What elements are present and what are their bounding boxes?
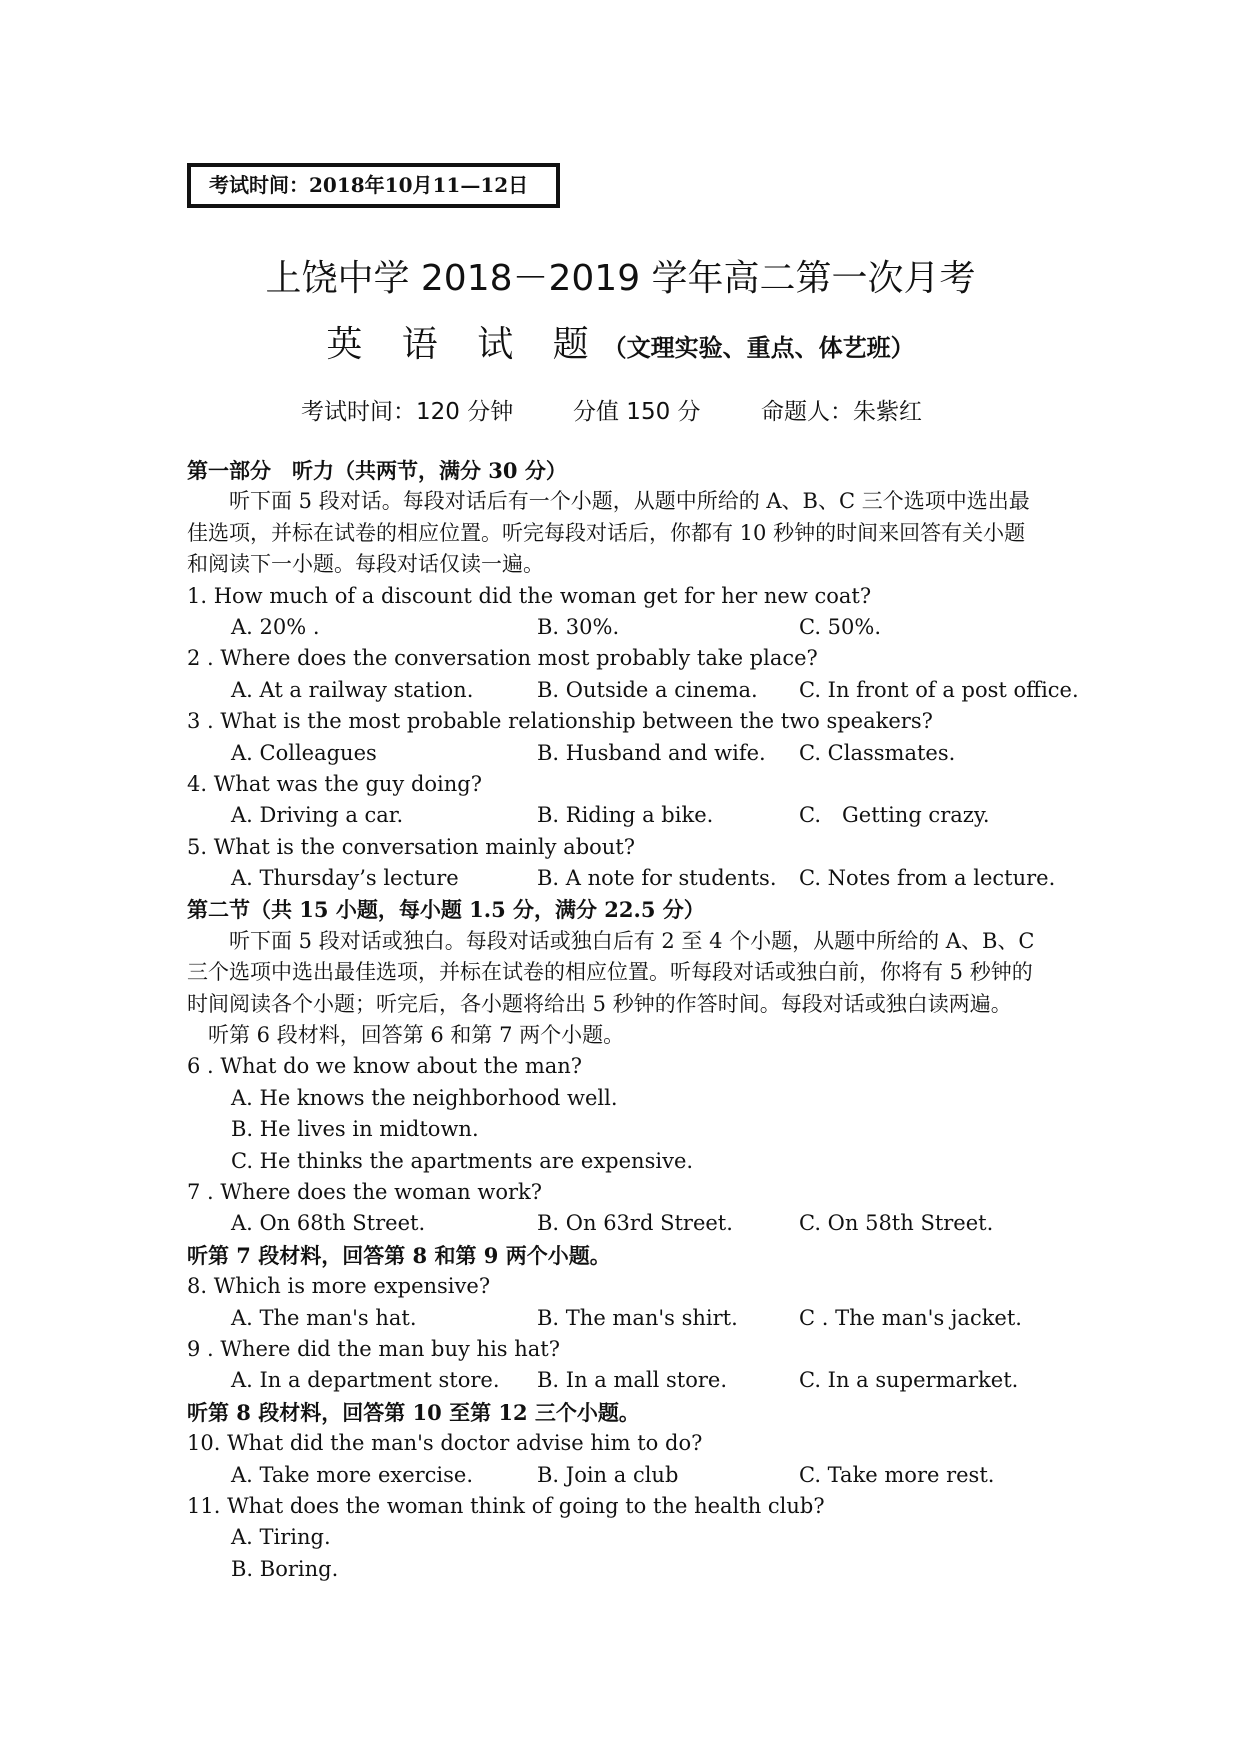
options-4 [187, 800, 1067, 831]
options-11 [187, 1554, 1067, 1585]
option-b: B. Husband and wife. [537, 740, 766, 765]
option-c: C. In a supermarket. [799, 1368, 1019, 1393]
option-c: C. On 58th Street. [799, 1211, 994, 1236]
option-b: B. Boring. [231, 1556, 339, 1581]
options-1 [187, 612, 1067, 643]
option-a: A. In a department store. [231, 1368, 500, 1393]
instruction-line: 时间阅读各个小题；听完后，各小题将给出 5 秒钟的作答时间。每段对话或独白读两遍。 [187, 991, 1012, 1016]
option-b: B. In a mall store. [537, 1368, 728, 1393]
options-9 [187, 1365, 1067, 1396]
option-a: A. Driving a car. [231, 803, 404, 828]
question-7: 7 . Where does the woman work? [187, 1179, 542, 1204]
option-b: B. The man's shirt. [537, 1305, 738, 1330]
option-b: B. A note for students. [537, 866, 777, 891]
question-11: 11. What does the woman think of going to the health club? [187, 1493, 825, 1518]
exam-author: 命题人：朱紫红 [761, 399, 922, 425]
exam-score: 分值 150 分 [573, 399, 701, 425]
part1-heading: 第一部分 听力（共两节，满分 30 分） [187, 458, 567, 483]
question-8: 8. Which is more expensive? [187, 1274, 491, 1299]
instruction-line: 听下面 5 段对话。每段对话后有一个小题，从题中所给的 A、B、C 三个选项中选出最 [187, 489, 1030, 514]
question-4: 4. What was the guy doing? [187, 771, 483, 796]
page-subtitle [0, 320, 1241, 376]
options-10 [187, 1460, 1067, 1491]
instruction-line: 佳选项，并标在试卷的相应位置。听完每段对话后，你都有 10 秒钟的时间来回答有关小题 [187, 520, 1026, 545]
options-11 [187, 1522, 1067, 1553]
option-b: B. Outside a cinema. [537, 677, 758, 702]
option-a: A. 20% . [231, 614, 320, 639]
options-6 [187, 1114, 1067, 1145]
option-a: A. On 68th Street. [231, 1211, 426, 1236]
option-c: C. He thinks the apartments are expensive. [231, 1148, 694, 1173]
segment-6-intro: 听第 6 段材料，回答第 6 和第 7 两个小题。 [187, 1023, 625, 1048]
options-7 [187, 1208, 1067, 1239]
option-b: B. Join a club [537, 1462, 679, 1487]
option-c: C. In front of a post office. [799, 677, 1079, 702]
option-a: A. Take more exercise. [231, 1462, 474, 1487]
exam-time-box: 考试时间：2018年10月11—12日 [187, 163, 560, 208]
option-a: A. Colleagues [231, 740, 377, 765]
option-c: C. Take more rest. [799, 1462, 995, 1487]
instruction-line: 和阅读下一小题。每段对话仅读一遍。 [187, 552, 544, 577]
instruction-line: 三个选项中选出最佳选项，并标在试卷的相应位置。听每段对话或独白前，你将有 5 秒钟的 [187, 960, 1033, 985]
option-c: C. Getting crazy. [799, 803, 990, 828]
question-9: 9 . Where did the man buy his hat? [187, 1336, 560, 1361]
question-10: 10. What did the man's doctor advise him to do? [187, 1431, 703, 1456]
exam-duration: 考试时间：120 分钟 [301, 399, 514, 425]
option-a: A. He knows the neighborhood well. [231, 1085, 618, 1110]
exam-info [0, 393, 1241, 429]
options-2 [187, 675, 1079, 706]
question-3: 3 . What is the most probable relationship between the two speakers? [187, 709, 933, 734]
question-2: 2 . Where does the conversation most probably take place? [187, 646, 818, 671]
option-a: A. At a railway station. [231, 677, 474, 702]
options-6 [187, 1083, 1067, 1114]
segment-8-intro: 听第 8 段材料，回答第 10 至第 12 三个小题。 [187, 1399, 640, 1425]
option-c: C. Classmates. [799, 740, 956, 765]
option-b: B. Riding a bike. [537, 803, 714, 828]
option-c: C. 50%. [799, 614, 882, 639]
options-5 [187, 863, 1067, 894]
question-5: 5. What is the conversation mainly about? [187, 834, 636, 859]
subtitle-note: （文理实验、重点、体艺班） [602, 334, 915, 362]
options-8 [187, 1303, 1067, 1334]
option-b: B. 30%. [537, 614, 620, 639]
option-a: A. The man's hat. [231, 1305, 417, 1330]
part2-heading: 第二节（共 15 小题，每小题 1.5 分，满分 22.5 分） [187, 897, 705, 923]
option-c: C . The man's jacket. [799, 1305, 1022, 1330]
option-b: B. He lives in midtown. [231, 1117, 479, 1142]
options-3 [187, 738, 1067, 769]
option-b: B. On 63rd Street. [537, 1211, 733, 1236]
exam-content [187, 455, 1079, 1585]
option-a: A. Tiring. [231, 1525, 331, 1550]
question-1: 1. How much of a discount did the woman get for her new coat? [187, 583, 872, 608]
instruction-line: 听下面 5 段对话或独白。每段对话或独白后有 2 至 4 个小题，从题中所给的 A、B、C [187, 928, 1035, 953]
segment-7-intro: 听第 7 段材料，回答第 8 和第 9 两个小题。 [187, 1242, 611, 1268]
options-6 [187, 1146, 1067, 1177]
question-6: 6 . What do we know about the man? [187, 1054, 583, 1079]
page-title: 上饶中学 2018－2019 学年高二第一次月考 [265, 258, 976, 299]
option-c: C. Notes from a lecture. [799, 866, 1056, 891]
option-a: A. Thursday’s lecture [231, 866, 459, 891]
subtitle-main: 英 语 试 题 [326, 324, 603, 365]
